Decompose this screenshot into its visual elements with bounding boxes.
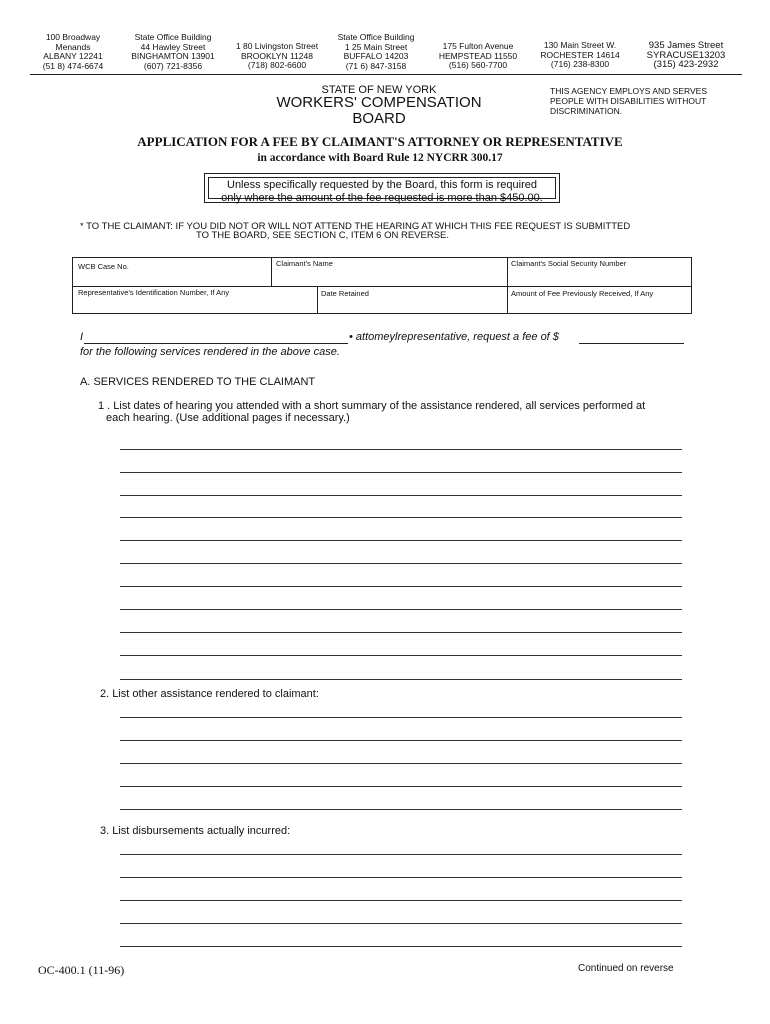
office-buffalo bbox=[330, 33, 422, 71]
item-1-text-continued: each hearing. (Use additional pages if necessary.) bbox=[106, 412, 350, 424]
office-rochester bbox=[532, 41, 628, 70]
rep-id-label: Representative's Identification Number, If Any bbox=[78, 288, 230, 297]
header-divider bbox=[30, 74, 742, 75]
office-line: BINGHAMTON 13901 bbox=[131, 51, 215, 61]
office-syracuse bbox=[638, 41, 734, 70]
office-line: Menands bbox=[55, 41, 91, 52]
item-2-line[interactable] bbox=[120, 786, 682, 787]
office-line: 44 Hawley Street bbox=[140, 41, 206, 52]
rep-id-field[interactable] bbox=[78, 288, 314, 312]
item-2-line[interactable] bbox=[120, 717, 682, 718]
office-line: State Office Building bbox=[134, 32, 212, 42]
fee-previously-field[interactable] bbox=[511, 289, 689, 312]
form-title: APPLICATION FOR A FEE BY CLAIMANT'S ATTORNEY OR REPRESENTATIVE bbox=[137, 134, 623, 149]
fee-request-prefix: I bbox=[80, 331, 84, 343]
form-number: OC-400.1 (11-96) bbox=[38, 963, 125, 977]
item-1-line[interactable] bbox=[120, 679, 682, 680]
office-line: State Office Building bbox=[337, 32, 415, 42]
date-retained-field[interactable] bbox=[321, 289, 504, 312]
office-line: (607) 721-8356 bbox=[143, 60, 203, 71]
item-1-line[interactable] bbox=[120, 517, 682, 518]
fee-previously-label: Amount of Fee Previously Received, If Any bbox=[511, 289, 654, 298]
agency-line: DISCRIMINATION. bbox=[550, 106, 623, 116]
office-line: BROOKLYN 11248 bbox=[241, 50, 313, 61]
claimant-note-continued: TO THE BOARD, SEE SECTION C, ITEM 6 ON REVERSE. bbox=[196, 230, 450, 241]
form-subtitle: in accordance with Board Rule 12 NYCRR 300.17 bbox=[257, 152, 503, 164]
office-line: 1 25 Main Street bbox=[344, 41, 408, 52]
notice-line: Unless specifically requested by the Board, this form is required bbox=[227, 179, 537, 191]
office-line: 130 Main Street W. bbox=[543, 40, 617, 50]
item-3-line[interactable] bbox=[120, 877, 682, 878]
item-2-line[interactable] bbox=[120, 740, 682, 741]
agency-line: PEOPLE WITH DISABILITIES WITHOUT bbox=[550, 96, 707, 106]
office-line: (71 6) 847-3158 bbox=[345, 60, 407, 71]
office-line: 1 80 Livingston Street bbox=[235, 41, 319, 51]
table-divider bbox=[73, 286, 691, 287]
section-a-heading: A. SERVICES RENDERED TO THE CLAIMANT bbox=[80, 376, 316, 388]
fee-request-line2: for the following services rendered in the above case. bbox=[80, 346, 340, 358]
item-1-line[interactable] bbox=[120, 655, 682, 656]
agency-line: THIS AGENCY EMPLOYS AND SERVES bbox=[550, 86, 707, 96]
item-1-line[interactable] bbox=[120, 586, 682, 587]
date-retained-label: Date Retained bbox=[321, 289, 369, 298]
office-hempstead bbox=[430, 42, 526, 71]
item-2-line[interactable] bbox=[120, 763, 682, 764]
item-1-line[interactable] bbox=[120, 632, 682, 633]
continued-note: Continued on reverse bbox=[578, 963, 674, 974]
table-divider bbox=[507, 258, 508, 314]
claimant-ssn-label: Claimant's Social Security Number bbox=[511, 259, 627, 268]
office-line: (315) 423-2932 bbox=[653, 59, 719, 70]
item-3-line[interactable] bbox=[120, 946, 682, 947]
wcb-case-no-label: WCB Case No. bbox=[78, 262, 129, 271]
wcb-case-no-field[interactable] bbox=[78, 262, 268, 284]
fee-amount-input[interactable] bbox=[579, 343, 684, 344]
table-divider bbox=[317, 286, 318, 314]
item-2-text: 2. List other assistance rendered to claimant: bbox=[100, 688, 319, 700]
item-1-line[interactable] bbox=[120, 540, 682, 541]
claimant-note: * TO THE CLAIMANT: IF YOU DID NOT OR WILL NOT ATTEND THE HEARING AT WHICH THIS FEE REQUEST IS SUBMITTED bbox=[80, 221, 631, 232]
office-line: 175 Fulton Avenue bbox=[442, 41, 514, 51]
item-1-line[interactable] bbox=[120, 609, 682, 610]
claimant-name-field[interactable] bbox=[276, 259, 504, 284]
office-line: (51 8) 474-6674 bbox=[42, 60, 104, 71]
notice-line: only where the amount of the fee requested is more than $450.00. bbox=[221, 191, 543, 204]
office-line: SYRACUSE13203 bbox=[646, 49, 726, 61]
notice-box bbox=[204, 173, 560, 203]
case-info-table bbox=[72, 257, 692, 314]
item-3-line[interactable] bbox=[120, 923, 682, 924]
table-divider bbox=[271, 258, 272, 286]
item-1-text: 1 . List dates of hearing you attended with a short summary of the assistance rendered, all services performed at bbox=[98, 400, 646, 412]
board-title: WORKERS' COMPENSATION BOARD bbox=[276, 94, 482, 127]
office-line: (516) 560-7700 bbox=[448, 60, 508, 70]
claimant-name-label: Claimant's Name bbox=[276, 259, 333, 268]
item-1-line[interactable] bbox=[120, 495, 682, 496]
claimant-ssn-field[interactable] bbox=[511, 259, 689, 284]
office-line: ROCHESTER 14614 bbox=[540, 49, 620, 60]
item-3-line[interactable] bbox=[120, 900, 682, 901]
office-line: HEMPSTEAD 11550 bbox=[438, 50, 518, 61]
item-2-line[interactable] bbox=[120, 809, 682, 810]
item-3-line[interactable] bbox=[120, 854, 682, 855]
item-1-line[interactable] bbox=[120, 563, 682, 564]
office-binghamton bbox=[124, 33, 222, 71]
office-line: (716) 238-8300 bbox=[550, 59, 610, 69]
office-line: (718) 802-6600 bbox=[247, 60, 307, 70]
office-line: ALBANY 12241 bbox=[43, 51, 103, 61]
agency-statement bbox=[550, 86, 720, 116]
office-line: BUFFALO 14203 bbox=[343, 51, 409, 61]
office-brooklyn bbox=[228, 42, 326, 71]
notice-inner bbox=[208, 177, 556, 204]
office-line: 935 James Street bbox=[648, 40, 724, 51]
item-1-line[interactable] bbox=[120, 449, 682, 450]
item-3-text: 3. List disbursements actually incurred: bbox=[100, 825, 291, 837]
state-title: STATE OF NEW YORK bbox=[321, 84, 437, 96]
attorney-name-input[interactable] bbox=[84, 343, 348, 344]
fee-request-text: • attomeylrepresentative, request a fee of $ bbox=[349, 331, 559, 343]
item-1-line[interactable] bbox=[120, 472, 682, 473]
office-albany bbox=[30, 33, 116, 71]
office-line: 100 Broadway bbox=[45, 32, 101, 42]
